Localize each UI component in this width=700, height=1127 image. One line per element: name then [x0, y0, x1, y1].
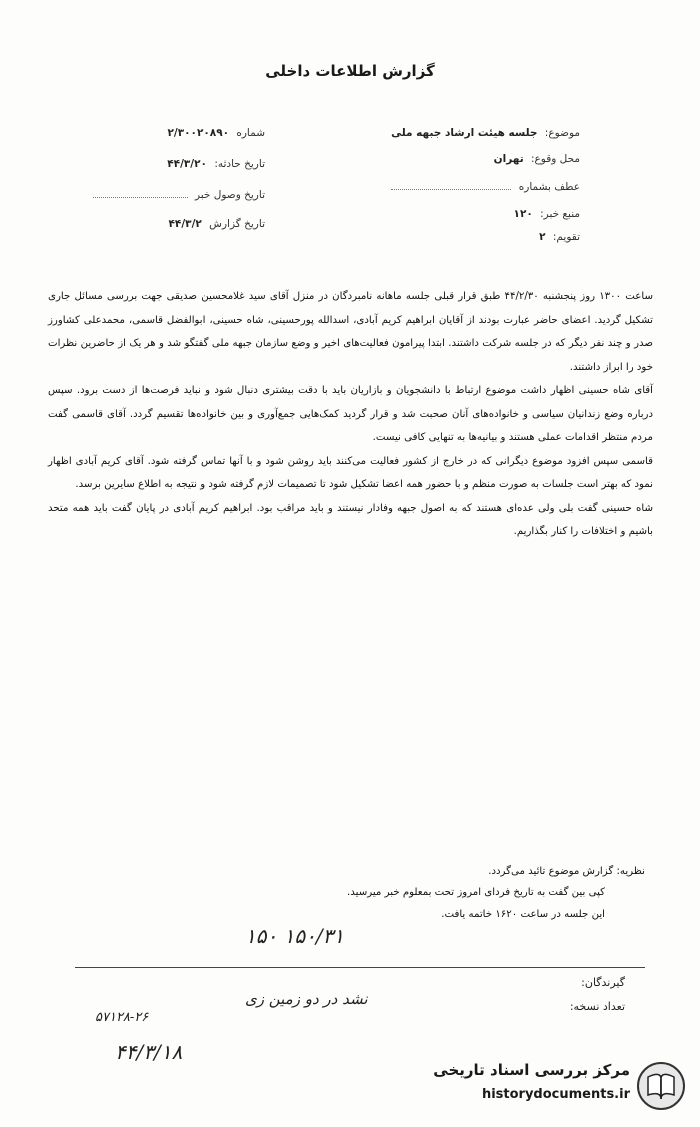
report-origin-value: ۴۴/۳/۲۰ [167, 158, 207, 170]
source-value: ۱۲۰ [513, 208, 533, 220]
report-date-value: ۴۴/۳/۲ [168, 218, 202, 230]
closing-line-2: کپی بین گفت به تاریخ فردای امروز تحت بمعلوم خبر میرسید. [347, 887, 605, 898]
report-origin-label: تاریخ حادثه: [214, 158, 265, 170]
handwritten-line-1: ۵۷۱۲۸-۲۶ [95, 1010, 149, 1025]
attached-dots [391, 180, 511, 190]
body-paragraph-2: آقای شاه حسینی اظهار داشت موضوع ارتباط با دانشجویان و بازاریان باید با دقت بیشتری دنبال شود و نباید فرصت‌ها از دست برود. سپس درباره وضع زندانیان سیاسی و خانواده‌های آنان صحبت شد و قرار گردید کمک‌هایی جمع‌آوری و بین خانواده‌ها تقسیم گردد. آقای قاسمی گفت مردم منتظر اقدامات عملی هستند و بیانیه‌ها به تنهایی کافی نیست. [48, 385, 653, 443]
meta-source [514, 208, 580, 220]
meta-place [494, 153, 580, 165]
footer-divider [75, 967, 645, 968]
recipients-label: گیرندگان: [581, 976, 625, 989]
document-title: گزارش اطلاعات داخلی [265, 62, 435, 80]
place-value: تهران [493, 153, 524, 165]
meta-report-date [169, 218, 265, 230]
attached-label: عطف بشماره [518, 181, 580, 193]
meta-receipt [93, 188, 265, 201]
watermark [392, 1057, 692, 1115]
watermark-title: مرکز بررسی اسناد تاریخی [433, 1061, 630, 1079]
source-label: منبع خبر: [540, 208, 580, 220]
handwritten-note: نشد در دو زمین زی [245, 990, 368, 1008]
evaluation-value: ۲ [539, 231, 546, 243]
report-body [48, 285, 653, 544]
body-paragraph-4: شاه حسینی گفت بلی ولی عده‌ای هستند که به اصول جبهه وفادار نیستند و باید مراقب بود. ابراهیم کریم آبادی در پایان گفت باید همه متحد باشیم و اختلافات را کنار بگذاریم. [48, 502, 653, 537]
receipt-dots [93, 188, 188, 198]
meta-attached [391, 180, 580, 193]
place-label: محل وقوع: [530, 153, 580, 165]
receipt-label: تاریخ وصول خبر [194, 189, 265, 201]
body-paragraph-3: قاسمی سپس افزود موضوع دیگرانی که در خارج از کشور فعالیت می‌کنند باید روشن شود و با آنها تماس گرفته شود. آقای کریم آبادی اظهار نمود که بهتر است جلسات به صورت منظم و با حضور همه اعضا تشکیل شود تا تصمیمات لازم گرفته شود و نتیجه به اطلاع سایرین برسد. [48, 455, 653, 490]
copies-label: تعداد نسخه: [569, 1000, 625, 1013]
meta-subject [391, 127, 580, 139]
report-date-label: تاریخ گزارش [209, 218, 265, 230]
number-label: شماره [236, 127, 265, 139]
handwritten-line-2: ۴۴/۳/۱۸ [115, 1040, 183, 1064]
watermark-url: historydocuments.ir [481, 1087, 630, 1102]
meta-evaluation [539, 231, 580, 243]
subject-label: موضوع: [544, 127, 580, 139]
book-logo-icon [636, 1061, 686, 1111]
closing-line-1: نظریه: گزارش موضوع تائید می‌گردد. [488, 866, 645, 877]
closing-line-3: این جلسه در ساعت ۱۶۲۰ خاتمه یافت. [441, 909, 605, 920]
evaluation-label: تقویم: [552, 231, 580, 243]
number-value: ۲/۳۰۰۲۰۸۹۰ [167, 127, 230, 139]
meta-number [168, 127, 266, 139]
subject-value: جلسه هیئت ارشاد جبهه ملی [391, 127, 538, 139]
meta-report-origin [167, 158, 265, 170]
handwritten-number: ۱۵۰/۳۱ ۱۵۰ [245, 924, 345, 948]
body-paragraph-1: ساعت ۱۳۰۰ روز پنجشنبه ۴۴/۲/۳۰ طبق قرار قبلی جلسه ماهانه نامبردگان در منزل آقای سید غلامحسین صدیقی جهت بررسی مسائل جاری تشکیل گردید. اعضای حاضر عبارت بودند از آقایان ابراهیم کریم آبادی، اسدالله پورحسینی، شاه حسینی، ابوالفضل قاسمی، محمدعلی کشاورز صدر و چند نفر دیگر که در جلسه شرکت داشتند. ابتدا پیرامون فعالیت‌های اخیر و وضع سازمان جبهه ملی گفتگو شد و هر یک از حاضرین نظرات خود را ابراز داشتند. [48, 291, 653, 373]
